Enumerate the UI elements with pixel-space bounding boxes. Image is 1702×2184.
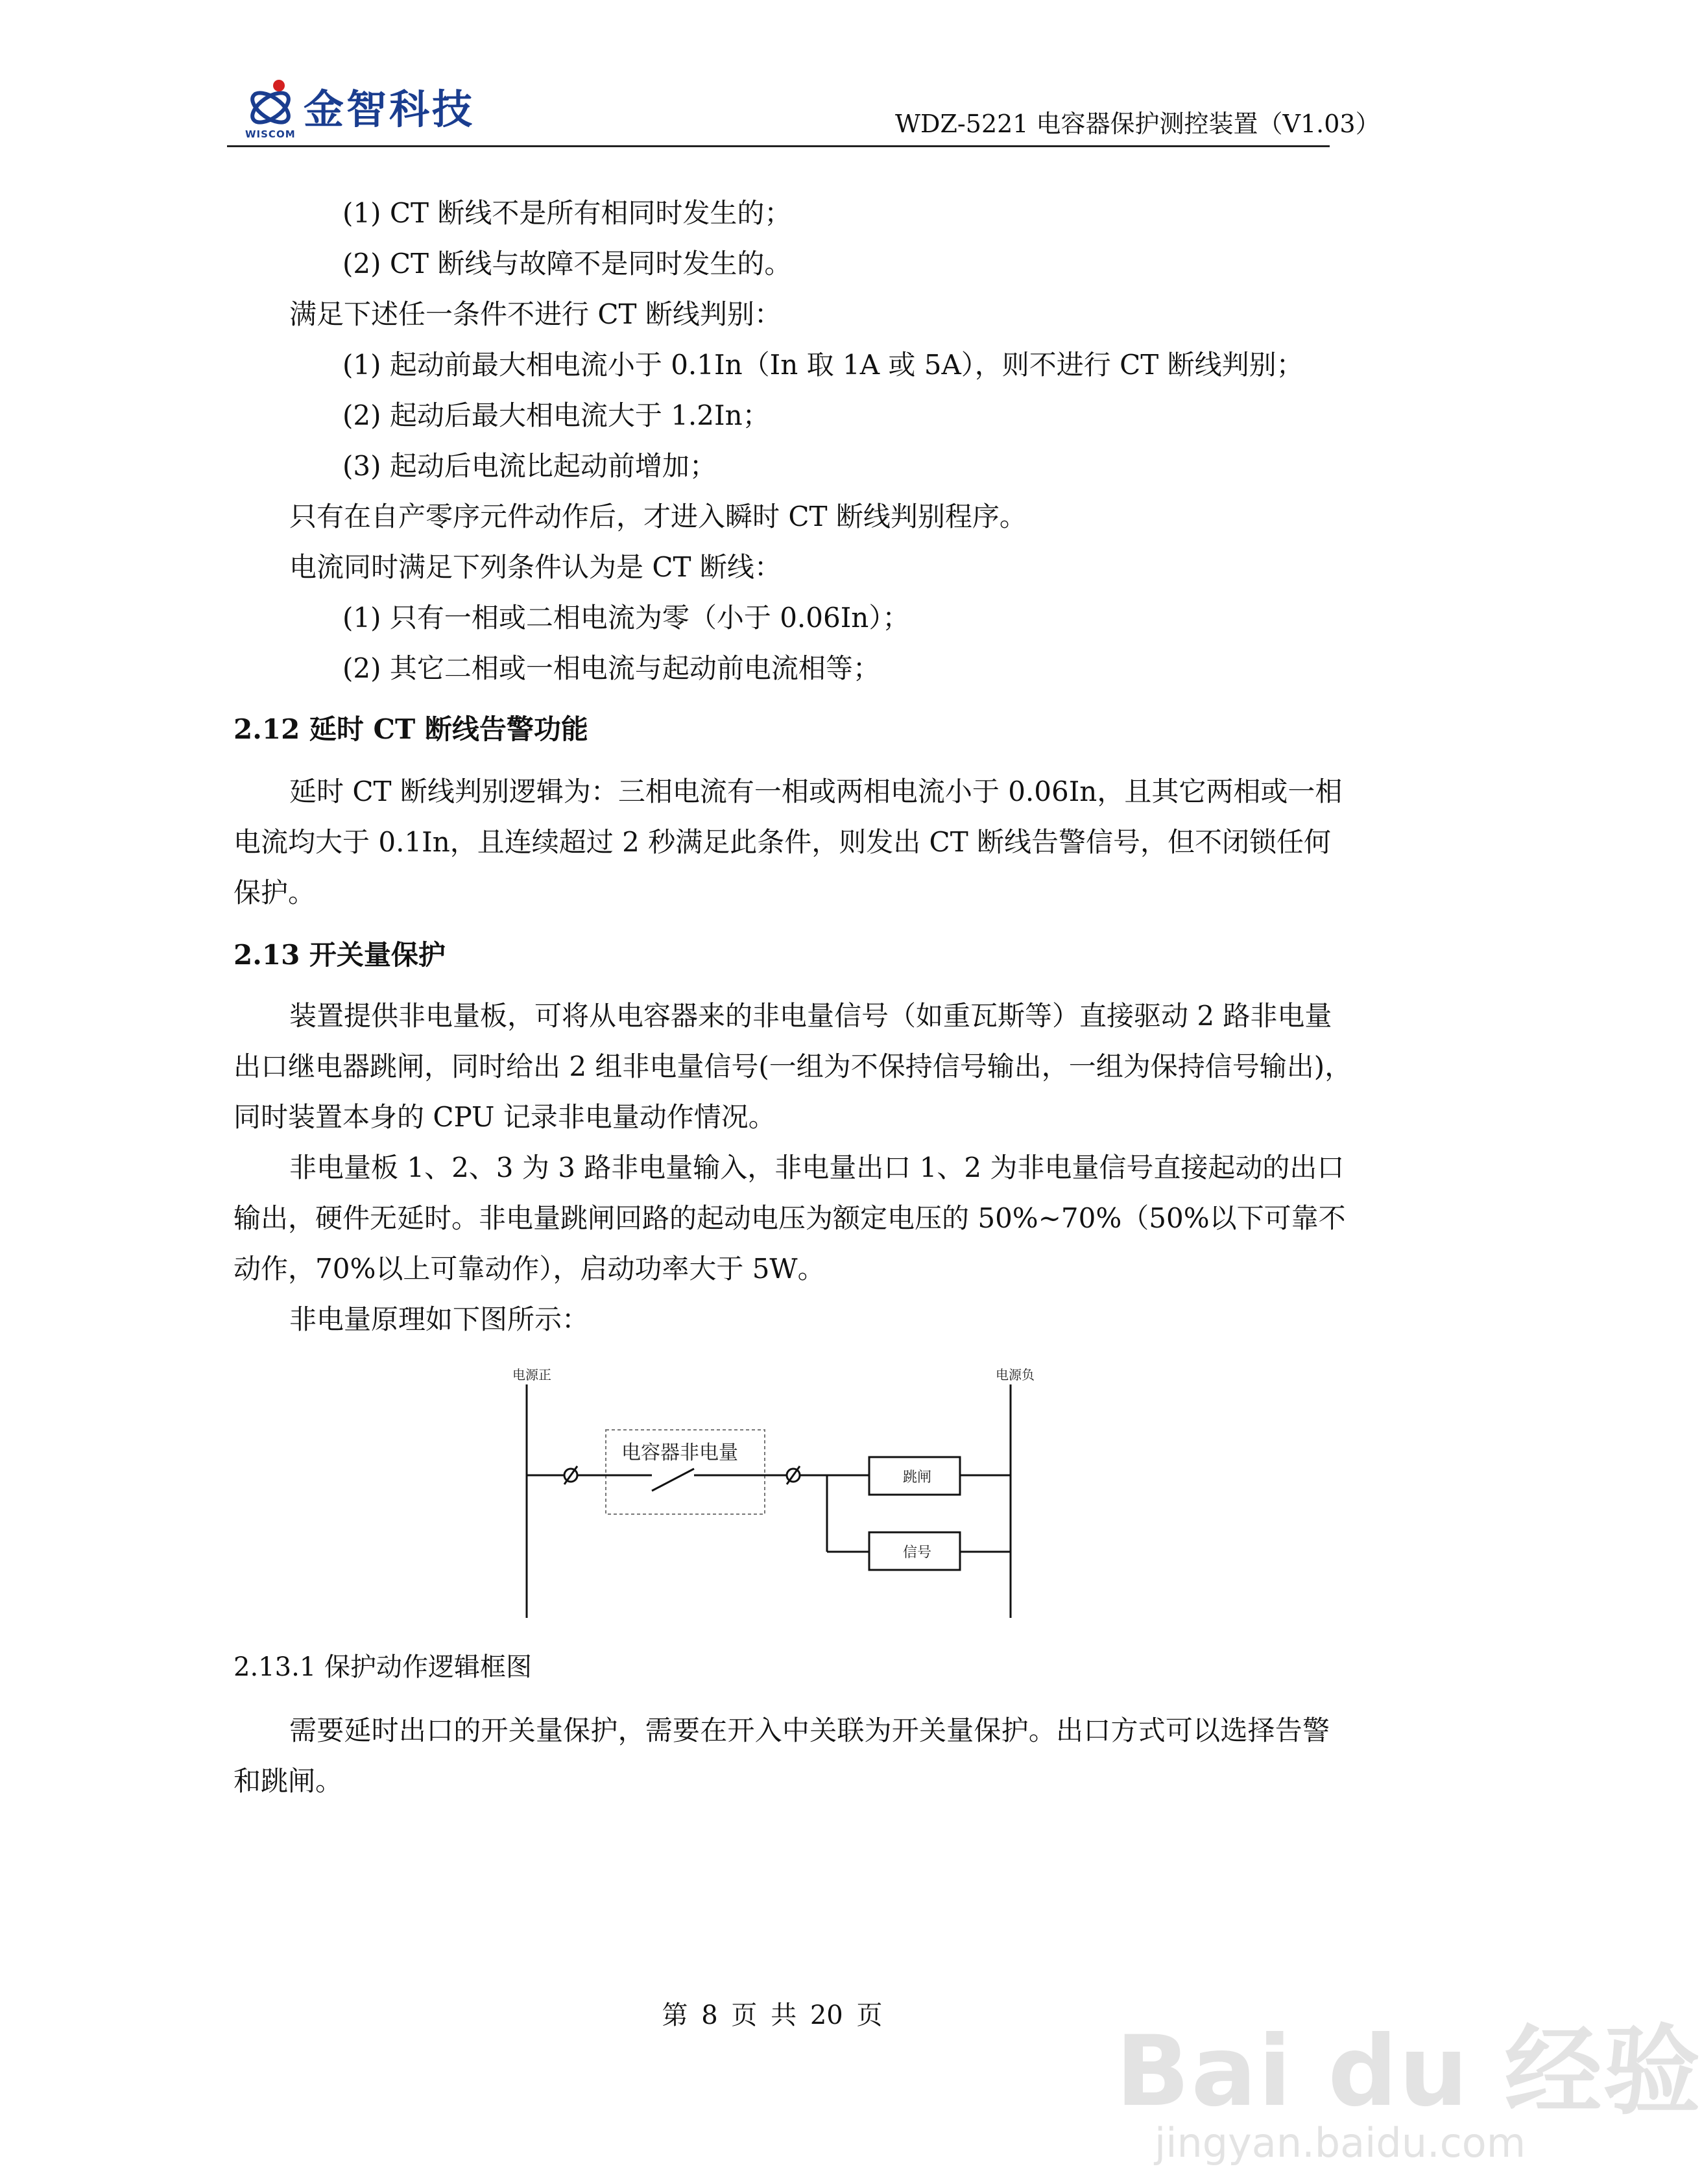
- page-footer: 第 8 页 共 20 页: [662, 2000, 883, 2030]
- switch-contact-icon: [606, 1469, 765, 1491]
- subsection-heading-2-13-1: 2.13.1 保护动作逻辑框图: [234, 1652, 532, 1682]
- list-item: (1) CT 断线不是所有相同时发生的；: [342, 197, 792, 229]
- paragraph: 出口继电器跳闸，同时给出 2 组非电量信号(一组为不保持信号输出，一组为保持信号输出)，: [234, 1050, 1352, 1082]
- company-logo: [241, 77, 300, 135]
- section-heading-2-12: 2.12 延时 CT 断线告警功能: [234, 713, 588, 745]
- watermark-logo: Bai du 经验: [1116, 2015, 1702, 2128]
- terminal-symbol-icon: [787, 1466, 800, 1484]
- paragraph: 非电量板 1、2、3 为 3 路非电量输入，非电量出口 1、2 为非电量信号直接起动的出口: [289, 1152, 1345, 1183]
- document-title: WDZ-5221 电容器保护测控装置（V1.03）: [895, 110, 1380, 138]
- terminal-symbol-icon: [564, 1466, 577, 1484]
- paragraph: 输出，硬件无延时。非电量跳闸回路的起动电压为额定电压的 50%~70%（50%以下可靠不: [234, 1202, 1346, 1234]
- paragraph: 电流均大于 0.1In，且连续超过 2 秒满足此条件，则发出 CT 断线告警信号，但不闭锁任何: [234, 826, 1332, 858]
- paragraph: 只有在自产零序元件动作后，才进入瞬时 CT 断线判别程序。: [289, 501, 1027, 532]
- paragraph: 同时装置本身的 CPU 记录非电量动作情况。: [234, 1101, 776, 1133]
- paragraph: 延时 CT 断线判别逻辑为：三相电流有一相或两相电流小于 0.06In，且其它两相或一相: [289, 776, 1343, 807]
- paragraph: 电流同时满足下列条件认为是 CT 断线：: [289, 551, 782, 583]
- section-heading-2-13: 2.13 开关量保护: [234, 939, 446, 971]
- paragraph: 和跳闸。: [234, 1765, 343, 1797]
- logo-subtext: WISCOM: [245, 128, 296, 140]
- paragraph: 保护。: [234, 877, 316, 908]
- paragraph: 动作，70%以上可靠动作），启动功率大于 5W。: [234, 1253, 825, 1285]
- header-divider: [227, 145, 1330, 147]
- non-electrical-circuit-diagram: [506, 1365, 1057, 1631]
- list-item: (2) CT 断线与故障不是同时发生的。: [342, 248, 792, 279]
- watermark-url: jingyan.baidu.com: [1155, 2119, 1526, 2166]
- logo-emblem-icon: [241, 77, 300, 135]
- list-item: (1) 只有一相或二相电流为零（小于 0.06In）；: [342, 602, 910, 634]
- box-label: 电容器非电量: [621, 1442, 738, 1464]
- list-item: (3) 起动后电流比起动前增加；: [342, 450, 717, 482]
- signal-relay-label: 信号: [903, 1545, 932, 1561]
- trip-relay-label: 跳闸: [903, 1469, 932, 1486]
- list-item: (2) 其它二相或一相电流与起动前电流相等；: [342, 652, 880, 684]
- logo-text: 金智科技: [304, 86, 475, 133]
- label-power-positive: 电源正: [512, 1367, 551, 1383]
- paragraph: 满足下述任一条件不进行 CT 断线判别：: [289, 298, 782, 330]
- list-item: (1) 起动前最大相电流小于 0.1In（In 取 1A 或 5A），则不进行 CT 断线判别；: [342, 349, 1304, 381]
- list-item: (2) 起动后最大相电流大于 1.2In；: [342, 399, 770, 431]
- label-power-negative: 电源负: [996, 1367, 1035, 1383]
- paragraph: 非电量原理如下图所示：: [289, 1303, 590, 1335]
- paragraph: 需要延时出口的开关量保护，需要在开入中关联为开关量保护。出口方式可以选择告警: [289, 1715, 1330, 1746]
- paragraph: 装置提供非电量板，可将从电容器来的非电量信号（如重瓦斯等）直接驱动 2 路非电量: [289, 1000, 1332, 1032]
